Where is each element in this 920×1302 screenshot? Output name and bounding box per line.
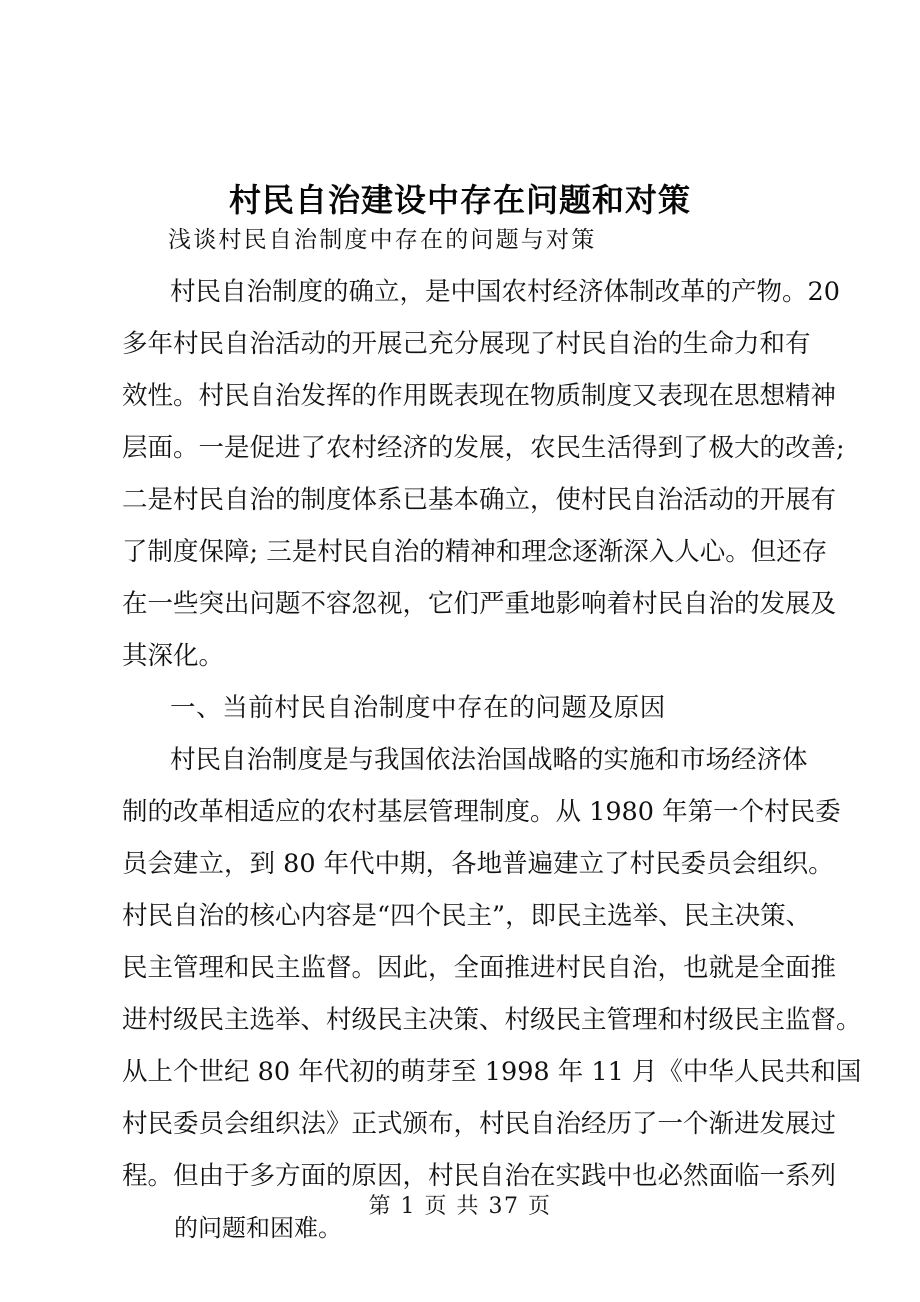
paragraph-line: 程。但由于多方面的原因，村民自治在实践中也必然面临一系列 [122, 1161, 837, 1191]
paragraph-line: 从上个世纪 80 年代初的萌芽至 1998 年 11 月《中华人民共和国 [122, 1057, 862, 1087]
paragraph-line: 员会建立，到 80 年代中期，各地普遍建立了村民委员会组织。 [122, 849, 834, 879]
paragraph-line: 制的改革相适应的农村基层管理制度。从 1980 年第一个村民委 [122, 797, 841, 827]
paragraph-line: 村民自治制度的确立，是中国农村经济体制改革的产物。20 [170, 277, 840, 307]
paragraph-line: 二是村民自治的制度体系已基本确立，使村民自治活动的开展有 [122, 485, 837, 515]
document-subtitle: 浅谈村民自治制度中存在的问题与对策 [168, 227, 597, 253]
paragraph-line: 多年村民自治活动的开展己充分展现了村民自治的生命力和有 [122, 329, 811, 359]
page-title: 村民自治建设中存在问题和对策 [228, 181, 691, 220]
paragraph-line: 村民自治的核心内容是“四个民主”，即民主选举、民主决策、 [122, 901, 812, 931]
paragraph-line: 的问题和困难。 [174, 1214, 342, 1242]
section-heading: 一、当前村民自治制度中存在的问题及原因 [170, 693, 666, 723]
paragraph-line: 进村级民主选举、村级民主决策、村级民主管理和村级民主监督。 [122, 1005, 862, 1035]
paragraph-line: 了制度保障; 三是村民自治的精神和理念逐渐深入人心。但还存 [122, 537, 828, 567]
paragraph-line: 村民自治制度是与我国依法治国战略的实施和市场经济体 [170, 745, 808, 775]
document-body [122, 214, 862, 1254]
paragraph-line: 民主管理和民主监督。因此，全面推进村民自治，也就是全面推 [122, 953, 837, 983]
page-footer: 第 1 页 共 37 页 [368, 1194, 552, 1219]
paragraph-line: 村民委员会组织法》正式颁布，村民自治经历了一个渐进发展过 [122, 1109, 837, 1139]
paragraph-line: 层面。一是促进了农村经济的发展，农民生活得到了极大的改善; [122, 433, 845, 463]
paragraph-line: 在一些突出问题不容忽视，它们严重地影响着村民自治的发展及 [122, 589, 837, 619]
paragraph-line: 效性。村民自治发挥的作用既表现在物质制度又表现在思想精神 [122, 381, 837, 411]
paragraph-line: 其深化。 [122, 641, 225, 671]
